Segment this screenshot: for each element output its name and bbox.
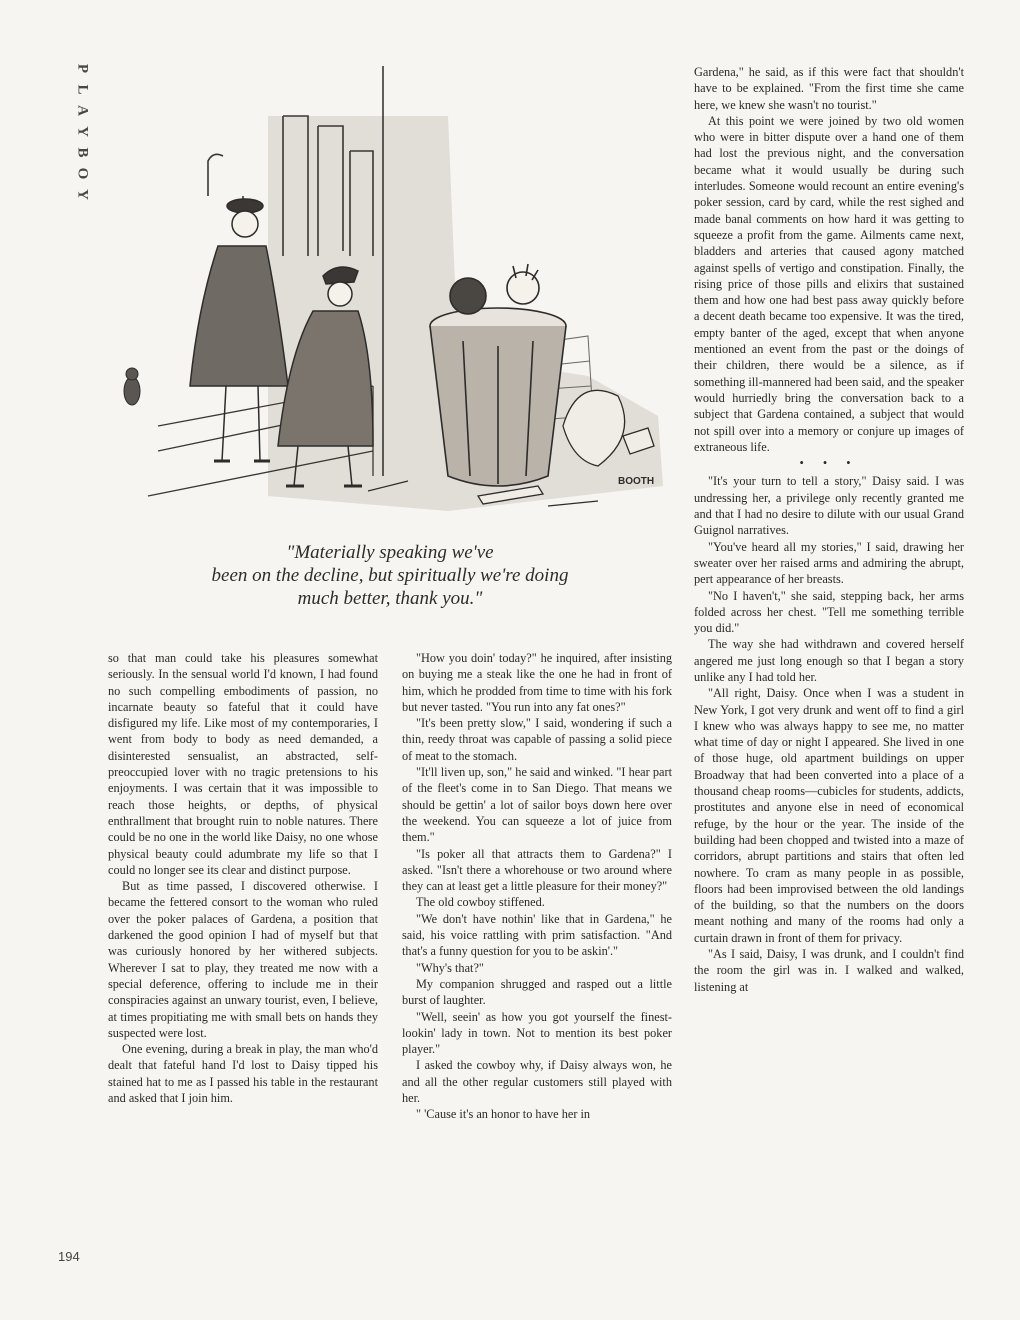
- masthead-letter: O: [74, 167, 91, 180]
- paragraph: "As I said, Daisy, I was drunk, and I couldn't find the room the girl was in. I walked and walked, listening at: [694, 947, 964, 994]
- paragraph: My companion shrugged and rasped out a little burst of laughter.: [402, 976, 672, 1008]
- paragraph: "How you doin' today?" he inquired, after insisting on buying me a steak like the one he had in front of him, which he prodded from time to time with his fork but never tasted. "You run into any fat ones?": [402, 651, 672, 714]
- paragraph: so that man could take his pleasures somewhat seriously. In the sensual world I'd known, I had found no such compelling embodiments of passion, no incarnate beauty so fateful that it could have disfigured my life. Like most of my contemporaries, I went from body to body as need demanded, a disinterested sensualist, an abstracted, self-preoccupied lover with no tragic pretensions to his enjoyments. I was certain that it was impossible to reach those heights, or depths, of physical enthrallment that brought ruin to noble natures. There could be no one in the world like Daisy, no one whose physical beauty could adumbrate my life so that I could no longer see its clear and distinct purpose.: [108, 651, 378, 877]
- masthead-letter: Y: [74, 189, 91, 200]
- paragraph: "All right, Daisy. Once when I was a student in New York, I got very drunk and went off to find a girl I knew who was always happy to see me, no matter what time of day or night I appeared. She lived in one of those huge, old apartment buildings on upper Broadway that had been converted into a place of a thousand cheap rooms—cubicles for students, addicts, prostitutes and anyone else in need of economical refuge, by the hour or the year. The inside of the building had been chopped and twisted into a maze of corridors, abrupt partitions and stairs that often led nowhere. To cram as many people in as possible, floors had been improvised between the old landings of the building, so that the numbers on the doors meant nothing and many of the rooms had only a curtain drawn in front of them for privacy.: [694, 686, 964, 945]
- masthead-letter: L: [74, 84, 91, 95]
- masthead-letter: B: [74, 147, 91, 158]
- masthead-letter: A: [74, 105, 91, 116]
- paragraph: But as time passed, I discovered otherwise. I became the fettered consort to the woman who ruled over the poker palaces of Gardena, a position that darkened the good opinion I had of myself but that was curiously honored by her withered subjects. Wherever I sat to play, they treated me now with a special deference, offering to include me in their conspiracies against an unwary tourist, even, I believe, at times propitiating me with small bets on hands they suspected were lost.: [108, 879, 378, 1040]
- paragraph: "It'll liven up, son," he said and winked. "I hear part of the fleet's come in to San Diego. That means we should be gettin' a lot of sailor boys down here over the weekend. You can squeeze a lot of juice from them.": [402, 765, 672, 845]
- text-column-right: [694, 64, 964, 995]
- cartoon-illustration: [118, 56, 678, 526]
- paragraph: "Is poker all that attracts them to Gardena?" I asked. "Isn't there a whorehouse or two around where they can at least get a little pleasure for their money?": [402, 846, 672, 894]
- paragraph: "Well, seein' as how you got yourself the finest-lookin' lady in town. Not to mention its best poker player.": [402, 1009, 672, 1057]
- paragraph: I asked the cowboy why, if Daisy always won, he and all the other regular customers still played with her.: [402, 1058, 672, 1106]
- paragraph: At this point we were joined by two old women who were in bitter dispute over a hand one of them had lost the previous night, and the conversation became what it would usually be during such interludes. Someone would recount an entire evening's poker session, card by card, while the rest sighed and made banal comments on how hard it was getting to squeeze a profit from the game. Ailments came next, bladders and arteries that caused agony matched against spells of vertigo and constipation. Finally, the rising price of those pills and elixirs that sustained them and how one had best pass away quickly before a decent death became too expensive. It was the tired, empty banter of the aged, except that when anyone mentioned an event from the past or the doings of their children, there would be a silence, as if something ill-mannered had been said, and the speaker would hurriedly bring the conversation back to a subject that Gardena contained, a subject that would not spill over into a memory or conjure up images of extraneous life.: [694, 113, 964, 454]
- cartoon-caption: [170, 541, 610, 610]
- caption-line: been on the decline, but spiritually we're doing: [211, 565, 569, 586]
- paragraph: "Why's that?": [416, 960, 484, 975]
- paragraph: Gardena," he said, as if this were fact that shouldn't have to be explained. "From the first time she came here, we knew she wasn't no tourist.": [694, 65, 964, 112]
- text-column-middle: [402, 650, 672, 1123]
- paragraph: The way she had withdrawn and covered herself angered me just long enough so that I began a story unlike any I had told her.: [694, 637, 964, 684]
- paragraph: " 'Cause it's an honor to have her in: [416, 1107, 591, 1122]
- masthead-letter: P: [74, 63, 91, 74]
- caption-line: much better, thank you.": [297, 588, 483, 609]
- paragraph: "We don't have nothin' like that in Gardena," he said, his voice rattling with prim satisfaction. "And that's a funny question for you to be askin'.": [402, 911, 672, 959]
- section-break: • • •: [799, 456, 859, 471]
- cartoon-signature: BOOTH: [618, 476, 655, 487]
- magazine-name-vertical: [70, 58, 94, 205]
- paragraph: "It's been pretty slow," I said, wondering if such a thin, reedy throat was capable of passing a solid piece of meat to the stomach.: [402, 716, 672, 763]
- paragraph: "You've heard all my stories," I said, drawing her sweater over her raised arms and admiring the abrupt, pert appearance of her breasts.: [694, 539, 964, 587]
- caption-line: "Materially speaking we've: [286, 542, 494, 563]
- masthead-letter: Y: [74, 126, 91, 137]
- text-column-left: [108, 650, 378, 1106]
- page-number: 194: [58, 1249, 80, 1264]
- paragraph: One evening, during a break in play, the man who'd dealt that fateful hand I'd lost to Daisy tipped his stained hat to me as I passed his table in the restaurant and asked that I join him.: [108, 1042, 378, 1106]
- paragraph: "It's your turn to tell a story," Daisy said. I was undressing her, a privilege only recently granted me and that I had no desire to dilute with our usual Grand Guignol narratives.: [694, 474, 964, 538]
- paragraph: The old cowboy stiffened.: [416, 895, 545, 910]
- paragraph: "No I haven't," she said, stepping back, her arms folded across her chest. "Tell me something terrible you did.": [694, 588, 964, 636]
